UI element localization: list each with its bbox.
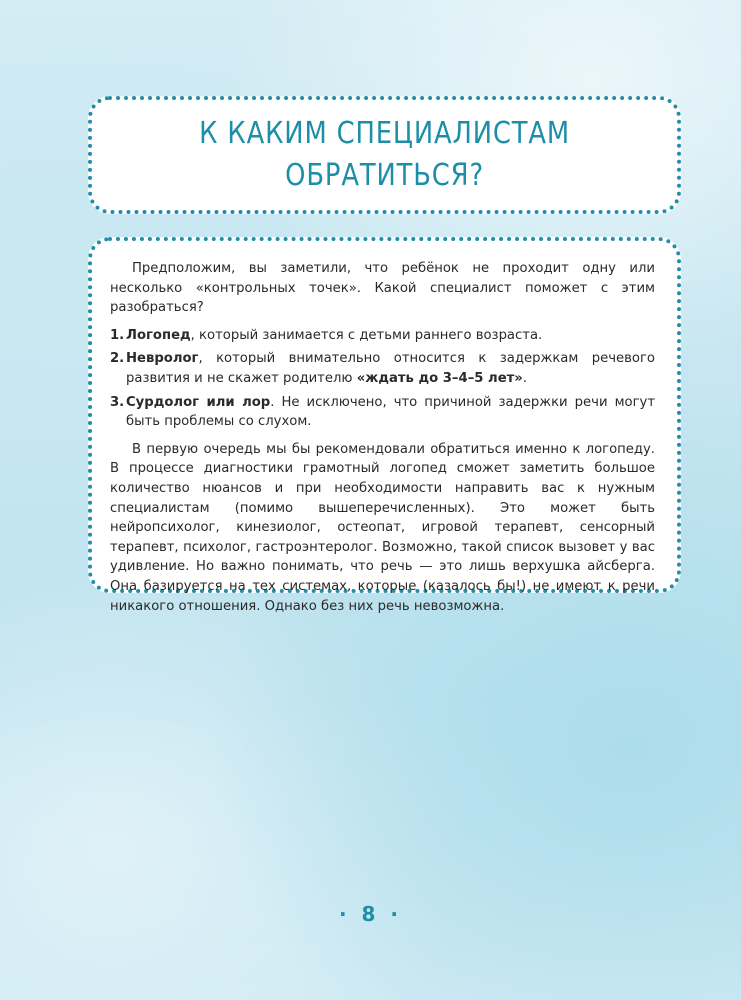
specialist-quote: «ждать до 3–4–5 лет» (356, 370, 523, 386)
specialist-name: Логопед (126, 327, 191, 343)
list-item (110, 326, 655, 346)
title-box (88, 96, 681, 214)
list-number: 3. (110, 394, 125, 410)
content-box (88, 237, 681, 614)
intro-paragraph: Предположим, вы заметили, что ребёнок не проходит одну или несколько «контрольных точек». Какой специалист поможет с этим разобраться? (110, 261, 655, 316)
list-number: 1. (110, 327, 125, 343)
specialist-name: Невролог (126, 351, 199, 367)
title-line-1: К КАКИМ СПЕЦИАЛИСТАМ (199, 116, 570, 151)
page-title (199, 113, 570, 197)
specialists-list (110, 326, 655, 432)
list-item (110, 349, 655, 388)
main-paragraph: В первую очередь мы бы рекомендовали обратиться именно к логопеду. В процессе диагностики грамотный логопед сможет заметить большое количество нюансов и при необходимости направить вас к нужным специалистам (помимо вышеперечисленных). Это может быть нейропсихолог, кинезиолог, остеопат, игровой терапевт, сенсорный терапевт, психолог, гастроэнтеролог. Возможно, такой список вызовет у вас удивление. Но важно понимать, что речь — это лишь верхушка айсберга. Она базируется на тех системах, которые (казалось бы!) не имеют к речи никакого отношения. Однако без них речь невозможна. (110, 441, 655, 614)
specialist-desc: , который внимательно относится к задержкам речевого развития и не скажет родителю (126, 351, 655, 386)
specialist-desc: . Не исключено, что причиной задержки речи могут быть проблемы со слухом. (126, 394, 656, 430)
list-number: 2. (110, 351, 125, 367)
specialist-desc-end: . (522, 370, 528, 386)
list-item (110, 393, 655, 432)
page-number: · 8 · (338, 902, 403, 926)
title-line-2: ОБРАТИТЬСЯ? (285, 158, 484, 193)
specialist-desc: , который занимается с детьми раннего возраста. (190, 327, 543, 343)
specialist-name: Сурдолог или лор (126, 394, 271, 410)
